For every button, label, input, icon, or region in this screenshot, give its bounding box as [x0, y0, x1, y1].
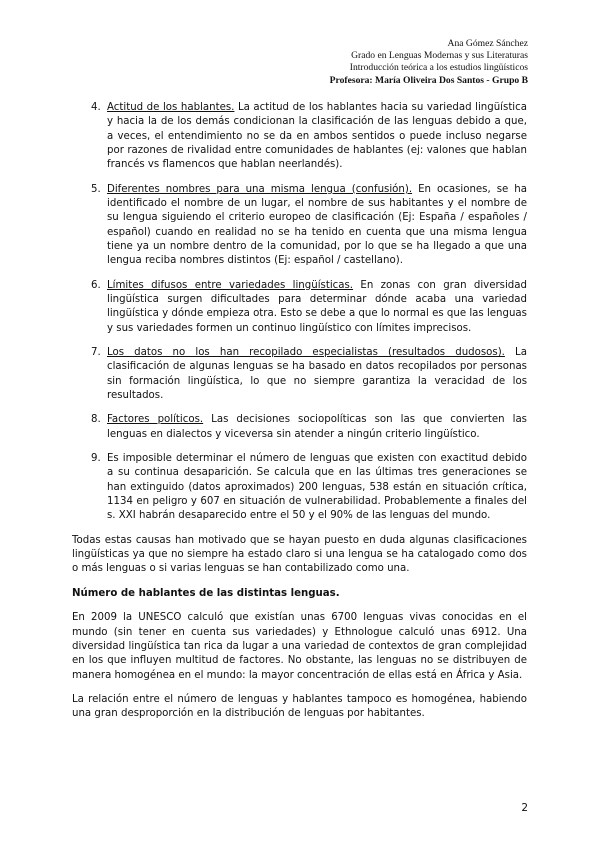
section-heading: Número de hablantes de las distintas lenguas.	[72, 587, 340, 599]
page-header	[330, 38, 528, 87]
header-author: Ana Gómez Sánchez	[447, 38, 528, 49]
item-text: La actitud de los hablantes hacia su variedad lingüística y hacia la de los demás condicionan la clasificación de las lenguas debido a que, a veces, el entendimiento no se da en ambos sentidos o puede incluso negarse por razones de rivalidad entre comunidades de hablantes (ej: valones que hablan francés vs flamencos que hablan neerlandés).	[107, 102, 527, 171]
header-course: Introducción teórica a los estudios lingüísticos	[349, 62, 528, 74]
item-text: Las decisiones sociopolíticas son las que convierten las lenguas en dialectos y viceversa sin atender a ningún criterio lingüístico.	[107, 414, 527, 440]
list-item	[72, 279, 527, 336]
item-text: En zonas con gran diversidad lingüística surgen dificultades para determinar dónde acaba una variedad lingüística y dónde empieza otra. Esto se debe a que lo normal es que las lenguas y sus variedades formen un continuo lingüístico con límites imprecisos.	[107, 279, 527, 334]
list-item	[72, 452, 527, 523]
causes-list	[72, 101, 527, 524]
item-title: Los datos no los han recopilado especialistas (resultados dudosos).	[107, 347, 505, 359]
summary-paragraph: Todas estas causas han motivado que se hayan puesto en duda algunas clasificaciones lingüísticas ya que no siempre ha estado claro si una lengua se ha catalogado como dos o más lenguas o si varias lenguas se han contabilizado como una.	[72, 534, 527, 575]
header-degree: Grado en Lenguas Modernas y sus Literaturas	[351, 50, 528, 62]
item-title: Diferentes nombres para una misma lengua (confusión).	[107, 183, 413, 195]
item-text: Es imposible determinar el número de lenguas que existen con exactitud debido a su continua desaparición. Se calcula que en las últimas tres generaciones se han extinguido (datos aproximados) 200 lenguas, 538 están en situación crítica, 1134 en peligro y 607 en situación de vulnerabilidad. Probablemente a finales del s. XXI habrán desaparecido entre el 50 y el 90% de las lenguas del mundo.	[107, 453, 527, 522]
item-title: Factores políticos.	[107, 414, 204, 426]
item-title: Límites difusos entre variedades lingüísticas.	[107, 279, 354, 291]
list-item	[72, 183, 527, 269]
list-item	[72, 413, 527, 442]
item-number: 7.	[91, 347, 101, 359]
page-body	[72, 101, 527, 732]
page-number: 2	[521, 802, 528, 814]
item-number: 4.	[91, 102, 101, 113]
list-item	[72, 101, 527, 172]
item-number: 8.	[91, 414, 101, 426]
header-professor: Profesora: María Oliveira Dos Santos - Grupo B	[329, 74, 528, 86]
body-paragraph: La relación entre el número de lenguas y hablantes tampoco es homogénea, habiendo una gran desproporción en la distribución de lenguas por habitantes.	[72, 694, 527, 720]
item-title: Actitud de los hablantes.	[107, 102, 235, 113]
item-text: En ocasiones, se ha identificado el nombre de un lugar, el nombre de sus habitantes y el nombre de su lengua siguiendo el criterio europeo de clasificación (Ej: España / españoles / español) cuando en realidad no se ha tenido en cuenta que una misma lengua tiene ya un nombre dentro de la comunidad, por lo que se ha llegado a que una lengua reciba nombres distintos (Ej: español / castellano).	[107, 183, 528, 267]
item-number: 9.	[91, 453, 101, 465]
list-item	[72, 346, 527, 403]
item-text: La clasificación de algunas lenguas se ha basado en datos recopilados por personas sin formación lingüística, lo que no siempre garantiza la veracidad de los resultados.	[107, 347, 527, 401]
item-number: 5.	[91, 183, 101, 195]
body-paragraph: En 2009 la UNESCO calculó que existían unas 6700 lenguas vivas conocidas en el mundo (sin tener en cuenta sus variedades) y Ethnologue calculó unas 6912. Una diversidad lingüística tan rica da lugar a una variedad de contextos de gran complejidad en los que influyen multitud de factores. No obstante, las lenguas no se distribuyen de manera homogénea en el mundo: la mayor concentración de ellas está en África y Asia.	[72, 612, 527, 681]
item-number: 6.	[91, 279, 101, 291]
